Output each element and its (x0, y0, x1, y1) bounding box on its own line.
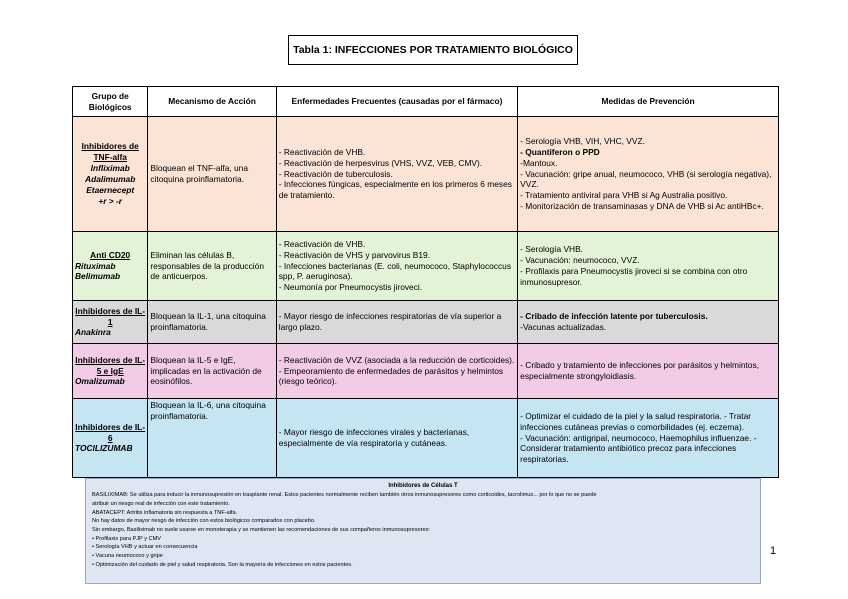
disease-line: - Infecciones bacterianas (E. coli, neumococo, Staphylococcus spp, P. aeruginosa). (278, 260, 512, 282)
prevention-line: - Cribado y tratamiento de infecciones por parásitos y helmintos, especialmente strongyloidiasis. (520, 360, 759, 381)
note-line: atribuir un riesgo real de infección con este tratamiento. (92, 500, 230, 507)
mechanism-cell: Eliminan las células B, responsables de la producción de anticuerpos. (148, 232, 276, 301)
disease-line: - Neumonía por Pneumocystis jiroveci. (278, 282, 423, 293)
prevention-line: - Quantiferon o PPD (520, 146, 600, 157)
biologics-table (72, 86, 779, 478)
disease-line: - Reactivación de VHB. (278, 238, 366, 249)
note-line: Sin embargo, Basiliximab no suele usarse en monoterapia y se mantienen las recomendaciones de sus compañeros inmunosupresores: (92, 526, 430, 533)
drug-name: Adalimumab (85, 174, 136, 184)
prevention-cell (518, 232, 779, 301)
table-row (73, 232, 779, 301)
prevention-cell (518, 344, 779, 399)
drug-name: TOCILIZUMAB (75, 443, 133, 454)
prevention-cell (518, 301, 779, 344)
prevention-line: - Monitorización de transaminasas y DNA de VHB si Ac antiHBc+. (520, 201, 764, 212)
prevention-line: -Mantoux. (520, 157, 558, 168)
prevention-cell (518, 117, 779, 232)
drug-name: Infliximab (90, 163, 130, 174)
header-mechanism: Mecanismo de Acción (148, 87, 276, 117)
header-row (73, 87, 779, 117)
disease-line: - Infecciones fúngicas, especialmente en los primeros 6 meses de tratamiento. (278, 179, 512, 201)
diseases-cell (276, 232, 517, 301)
group-name: Inhibidores de IL-5 e IgE (75, 354, 146, 376)
disease-line: - Reactivación de VVZ (asociada a la reducción de corticoides). (278, 354, 515, 365)
prevention-cell (518, 399, 779, 478)
group-cell (73, 232, 148, 301)
t-cell-inhibitors-note (85, 478, 761, 584)
table-row (73, 344, 779, 399)
group-cell (73, 399, 148, 478)
prevention-line: - Vacunación: gripe anual, neumococo, VHB (si serología negativa), VVZ. (520, 168, 772, 190)
drug-name: +r > -r (98, 195, 123, 206)
disease-line: - Reactivación de herpesvirus (VHS, VVZ, VEB, CMV). (278, 157, 483, 168)
header-prevention: Medidas de Prevención (518, 87, 779, 117)
disease-line: - Mayor riesgo de infecciones virales y bacterianas, especialmente de vía respiratoria y cutáneas. (278, 427, 470, 448)
group-name: Anti CD20 (90, 249, 131, 260)
group-cell (73, 344, 148, 399)
diseases-cell (276, 301, 517, 344)
header-group: Grupo de Biológicos (73, 87, 148, 117)
drug-name: Belimumab (75, 271, 121, 282)
prevention-line: - Serología VHB, VIH, VHC, VVZ. (520, 135, 645, 146)
drug-name: Anakinra (75, 327, 111, 338)
note-line: No hay datos de mayor riesgo de infección con estos biológicos comparados con placebo. (92, 518, 316, 525)
prevention-line: - Tratamiento antiviral para VHB si Ag Australia positivo. (520, 190, 728, 201)
mechanism-cell: Bloquean el TNF-alfa, una citoquina proinflamatoria. (148, 117, 276, 232)
disease-line: - Empeoramiento de enfermedades de parásitos y helmintos (riesgo teórico). (278, 365, 504, 387)
prevention-line: - Vacunación: neumococo, VVZ. (520, 255, 640, 266)
prevention-line: - Profilaxis para Pneumocystis jiroveci si se combina con otro inmunosupresor. (520, 266, 748, 287)
drug-name: Etaernecept (86, 184, 135, 195)
disease-line: - Reactivación de VHS y parvovirus B19. (278, 249, 431, 260)
note-line: • Profilaxis para PJP y CMV (92, 535, 162, 542)
note-line: BASILIXIMAB: Se utiliza para inducir la inmunosupresión en trasplante renal. Estos pacientes normalmente reciben también otros inmunosupresores como corticoides, tacrolimus... por lo que no se puede (92, 492, 597, 499)
disease-line: - Reactivación de tuberculosis. (278, 168, 393, 179)
note-line: • Vacuna neumococo y gripe (92, 552, 163, 559)
group-name: Inhibidores de IL-1 (75, 305, 146, 327)
group-cell (73, 301, 148, 344)
mechanism-cell: Bloquean la IL-1, una citoquina proinflamatoria. (148, 301, 276, 344)
page-number: 1 (770, 545, 777, 557)
prevention-line: - Serología VHB. (520, 244, 584, 255)
table-title: Tabla 1: INFECCIONES POR TRATAMIENTO BIOLÓGICO (288, 35, 578, 65)
note-line: • Optimización del cuidado de piel y salud respiratoria. Son la mayoría de infecciones en estos pacientes. (92, 561, 353, 568)
diseases-cell (276, 344, 517, 399)
note-line: ABATACEPT: Artritis inflamatoria sin respuesta a TNF-alfa. (92, 509, 238, 516)
mechanism-cell: Bloquean la IL-5 e IgE, implicadas en la activación de eosinófilos. (148, 344, 276, 399)
diseases-cell (276, 117, 517, 232)
drug-name: Omalizumab (75, 376, 125, 387)
table-row (73, 399, 779, 478)
table-row (73, 301, 779, 344)
note-line: • Serología VHB y actuar en consecuencia (92, 544, 198, 551)
disease-line: - Mayor riesgo de infecciones respiratorias de vía superior a largo plazo. (278, 311, 502, 332)
prevention-line: -Vacunas actualizadas. (520, 322, 607, 332)
prevention-line: - Vacunación: antigripal, neumococo, Haemophilus influenzae. - Considerar tratamiento antibiótico precoz para infecciones respiratorias. (520, 432, 757, 465)
table-row (73, 117, 779, 232)
group-cell (73, 117, 148, 232)
group-name: Inhibidores de TNF-alfa (81, 141, 139, 163)
prevention-line: - Cribado de infección latente por tuberculosis. (520, 311, 708, 322)
mechanism-cell: Bloquean la IL-6, una citoquina proinflamatoria. (148, 399, 276, 478)
disease-line: - Reactivación de VHB. (278, 146, 366, 157)
diseases-cell (276, 399, 517, 478)
note-title: Inhibidores de Células T (388, 483, 458, 489)
prevention-line: - Optimizar el cuidado de la piel y la salud respiratoria. - Tratar infecciones cutáneas previas o comorbilidades (ej. eczema). (520, 410, 752, 432)
header-diseases: Enfermedades Frecuentes (causadas por el fármaco) (276, 87, 517, 117)
drug-name: Rituximab (75, 260, 116, 271)
group-name: Inhibidores de IL-6 (75, 421, 146, 443)
